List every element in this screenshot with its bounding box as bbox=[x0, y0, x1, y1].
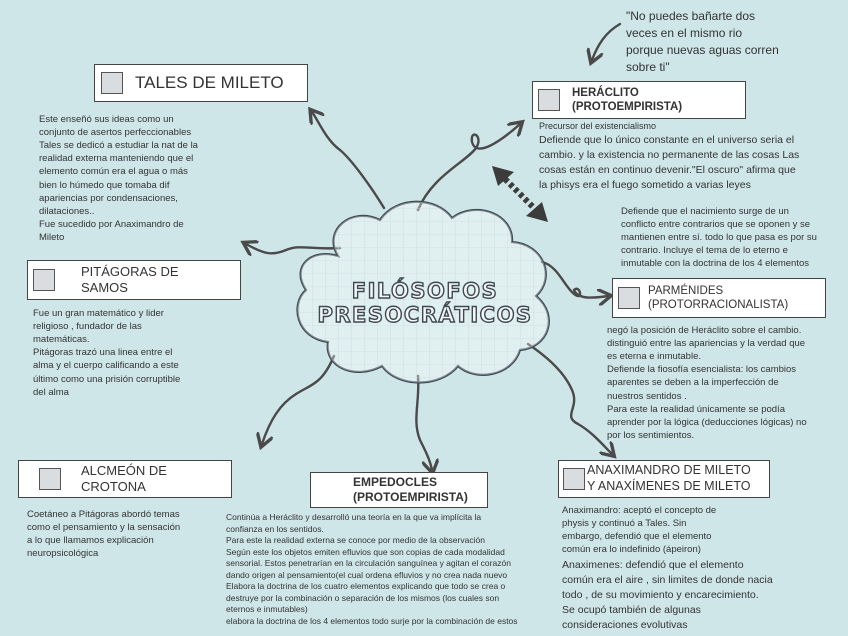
arrow-to-empedocles bbox=[416, 376, 432, 470]
anaximandro-card bbox=[558, 460, 770, 498]
parmenides-name: PARMÉNIDES (PROTORRACIONALISTA) bbox=[648, 284, 789, 311]
arrow-to-tales bbox=[312, 112, 384, 208]
heraclito-text: Defiende que lo único constante en el universo seria el cambio. y la existencia no permanente de las cosas Las cosas están en continuo devenir."El oscuro" afirma que la phisys era el fuego sometido a varias leyes bbox=[539, 134, 800, 191]
anaximandro-name: ANAXIMANDRO DE MILETO Y ANAXÍMENES DE MILETO bbox=[587, 463, 751, 493]
map-title: FILÓSOFOS PRESOCRÁTICOS bbox=[317, 279, 533, 327]
arrow-to-heraclito bbox=[418, 124, 520, 210]
pitagoras-text: Fue un gran matemático y lider religioso , fundador de las matemáticas. Pitágoras trazó una linea entre el alma y el cuerpo calificando a este último como una prisión corruptible del alma bbox=[33, 308, 181, 398]
heraclito-name: HERÁCLITO (PROTOEMPIRISTA) bbox=[572, 86, 683, 113]
empedocles-name: EMPEDOCLES (PROTOEMPIRISTA) bbox=[353, 475, 468, 504]
arrow-to-parmenides bbox=[542, 262, 608, 298]
pitagoras-card bbox=[27, 260, 241, 300]
tales-name: TALES DE MILETO bbox=[135, 73, 284, 93]
alcmeon-text: Coetáneo a Pitágoras abordó temas como el pensamiento y la sensación a lo que llamamos explicación neuropsicológica bbox=[27, 509, 181, 560]
photo-placeholder-icon bbox=[618, 287, 640, 309]
tales-card bbox=[94, 64, 308, 102]
empedocles-text: Continúa a Heráclito y desarrolló una teoría en la que va implícita la confianza en los sentidos. Para este la realidad externa se conoce por medio de la observación Según este los objetos emiten efluvios que son copias de cada modalidad sensorial. Estos penetrarían en la circulación sanguínea y agitan el corazón dando origen al pensamiento(el cual ordena efluvios y no crea nada nuevo Elabora la doctrina de los cuatro elementos explicando que todo se crea o destruye por la combinación o separación de los mismos (los cuales son eternos e inmutables) elabora la doctrina de los 4 elementos todo surje por la combinación de estos bbox=[226, 512, 518, 626]
arrow-to-alcmeon bbox=[262, 356, 334, 444]
heraclito-card bbox=[532, 81, 746, 119]
arrow-to-pitagoras bbox=[246, 244, 340, 253]
anaximandro-text-b: Anaximenes: defendió que el elemento común era el aire , sin limites de donde nacia todo , de su movimiento y encarecimiento. Se ocupó también de algunas consideraciones evolutivas bbox=[562, 559, 773, 631]
tales-text: Este enseñó sus ideas como un conjunto de asertos perfeccionables Tales se dedicó a estudiar la nat de la realidad externa manteniendo que el elemento común era el agua o más bien lo húmedo que tomaba dif apariencias por condensaciones, dilataciones.. Fue sucedido por Anaximandro de Mileto bbox=[39, 114, 198, 243]
arrow-to-quote bbox=[592, 24, 620, 60]
alcmeon-name: ALCMEÓN DE CROTONA bbox=[81, 462, 167, 494]
parmenides-text-bottom: negó la posición de Heráclito sobre el cambio. distinguió entre las apariencias y la verdad que es eterna e inmutable. Defiende la fiosofía esencialista: los cambios aparentes se deben a la imperfección de nuestros sentidos . Para este la realidad únicamente se podía aprender por la lógica (deducciones lógicas) no por los sentimientos. bbox=[607, 325, 807, 441]
arrow-to-anaximandro bbox=[528, 344, 612, 454]
photo-placeholder-icon bbox=[33, 269, 55, 291]
pitagoras-name: PITÁGORAS DE SAMOS bbox=[81, 263, 179, 295]
photo-placeholder-icon bbox=[101, 72, 123, 94]
heraclito-quote: "No puedes bañarte dos veces en el mismo rio porque nuevas aguas corren sobre ti" bbox=[626, 9, 779, 75]
heraclito-note: Precursor del existencialismo bbox=[539, 121, 657, 131]
parmenides-text-top: Defiende que el nacimiento surge de un conflicto entre contrarios que se oponen y se mantienen entre sí. todo lo que pasa es por su contrario. Incluye el tema de lo eterno e inmutable con la doctrina de los 4 elementos bbox=[621, 206, 817, 270]
photo-placeholder-icon bbox=[39, 468, 61, 490]
anaximandro-text-a: Anaximandro: aceptó el concepto de physis y continuó a Tales. Sin embargo, defendió que el elemento común era lo indefinido (ápeiron) bbox=[562, 505, 717, 556]
photo-placeholder-icon bbox=[538, 89, 560, 111]
photo-placeholder-icon bbox=[563, 468, 585, 490]
parmenides-card bbox=[612, 278, 826, 318]
alcmeon-card bbox=[18, 460, 232, 498]
empedocles-card bbox=[310, 472, 488, 508]
